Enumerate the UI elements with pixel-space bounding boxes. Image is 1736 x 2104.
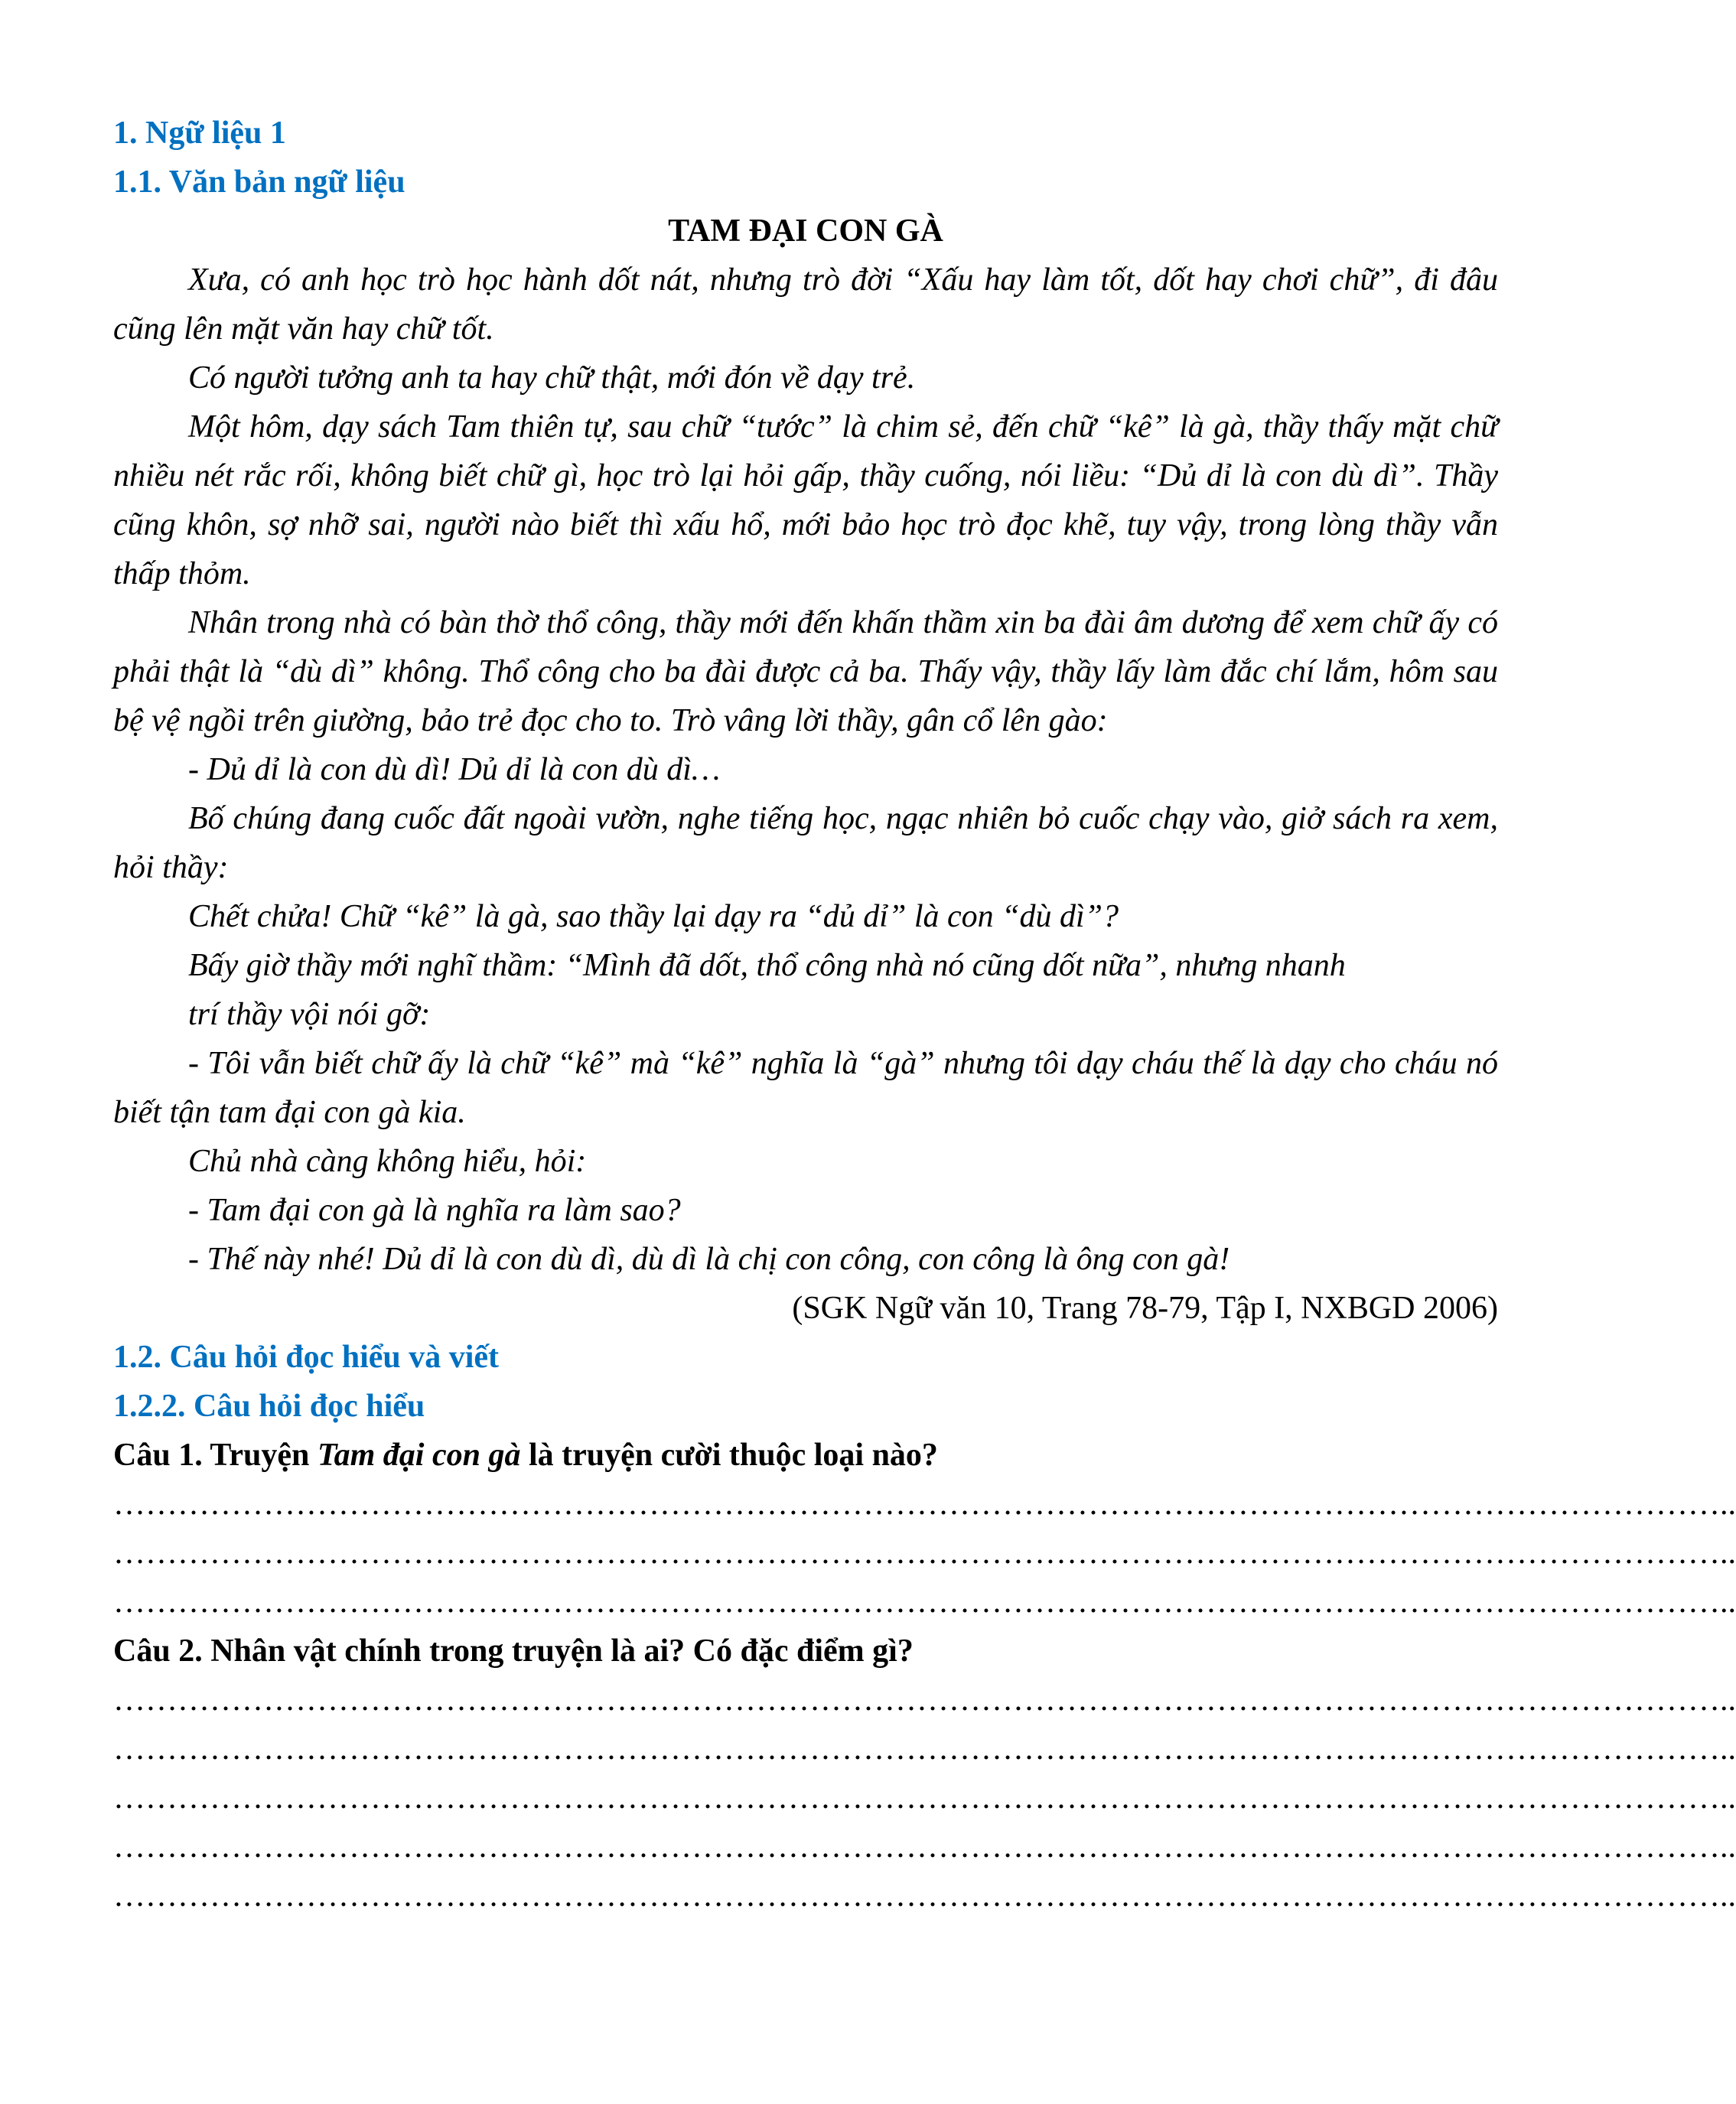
story-paragraph: - Tam đại con gà là nghĩa ra làm sao? [188, 1193, 681, 1228]
story-paragraph: Bấy giờ thầy mới nghĩ thầm: “Mình đã dốt, thổ công nhà nó cũng dốt nữa”, nhưng nhanh trí thầy vội nói gỡ: [188, 948, 1346, 1032]
story-paragraph: Có người tưởng anh ta hay chữ thật, mới đón về dạy trẻ. [188, 360, 916, 396]
question-1-suffix: là truyện cười thuộc loại nào? [520, 1438, 938, 1473]
question-1-title: Tam đại con gà [317, 1438, 521, 1473]
answer-line[interactable]: …………………………………………………………………………………………………………………………………….. [113, 1731, 1736, 1767]
story-paragraph: - Tôi vẫn biết chữ ấy là chữ “kê” mà “kê” nghĩa là “gà” nhưng tôi dạy cháu thế là dạy cho cháu nó biết tận tam đại con gà kia. [113, 1046, 1498, 1130]
heading-cau-hoi-doc-hieu: 1.2.2. Câu hỏi đọc hiểu [113, 1389, 425, 1424]
heading-cau-hoi: 1.2. Câu hỏi đọc hiểu và viết [113, 1340, 500, 1375]
story-paragraph: Chủ nhà càng không hiểu, hỏi: [188, 1144, 587, 1179]
question-2: Câu 2. Nhân vật chính trong truyện là ai? Có đặc điểm gì? [113, 1633, 914, 1669]
answer-line[interactable]: …………………………………………………………………………………………………………………………………….. [113, 1585, 1736, 1620]
heading-van-ban-ngu-lieu: 1.1. Văn bản ngữ liệu [113, 164, 406, 200]
story-paragraph: Nhân trong nhà có bàn thờ thổ công, thầy mới đến khấn thầm xin ba đài âm dương để xem chữ ấy có phải thật là “dù dì” không. Thổ công cho ba đài được cả ba. Thấy vậy, thầy lấy làm đắc chí lắm, hôm sau bệ vệ ngồi trên giường, bảo trẻ đọc cho to. Trò vâng lời thầy, gân cổ lên gào: [113, 605, 1498, 738]
document-page [113, 109, 1736, 1920]
story-paragraph: - Dủ dỉ là con dù dì! Dủ dỉ là con dù dì… [188, 752, 721, 787]
question-1 [113, 1431, 1498, 1480]
answer-line[interactable]: …………………………………………………………………………………………………………………………………….. [113, 1829, 1736, 1865]
story-paragraph: - Thế này nhé! Dủ dỉ là con dù dì, dù dì là chị con công, con công là ông con gà! [188, 1242, 1230, 1277]
answer-line[interactable]: …………………………………………………………………………………………………………………………………….. [113, 1780, 1736, 1816]
source-citation: (SGK Ngữ văn 10, Trang 78-79, Tập I, NXBGD 2006) [792, 1291, 1498, 1326]
story-paragraph: Xưa, có anh học trò học hành dốt nát, nhưng trò đời “Xấu hay làm tốt, dốt hay chơi chữ”, đi đâu cũng lên mặt văn hay chữ tốt. [113, 262, 1498, 347]
question-1-prefix: Câu 1. Truyện [113, 1438, 318, 1473]
answer-line[interactable]: …………………………………………………………………………………………………………………………………….. [113, 1487, 1736, 1522]
story-paragraph: Một hôm, dạy sách Tam thiên tự, sau chữ “tước” là chim sẻ, đến chữ “kê” là gà, thầy thấy mặt chữ nhiều nét rắc rối, không biết chữ gì, học trò lại hỏi gấp, thầy cuống, nói liều: “Dủ dỉ là con dù dì”. Thầy cũng khôn, sợ nhỡ sai, người nào biết thì xấu hổ, mới bảo học trò đọc khẽ, tuy vậy, trong lòng thầy vẫn thấp thỏm. [113, 409, 1498, 591]
story-title: TAM ĐẠI CON GÀ [668, 213, 943, 249]
heading-ngu-lieu-1: 1. Ngữ liệu 1 [113, 116, 286, 151]
answer-line[interactable]: …………………………………………………………………………………………………………………………………….. [113, 1536, 1736, 1571]
answer-line[interactable]: …………………………………………………………………………………………………………………………………….. [113, 1878, 1736, 1913]
answer-line[interactable]: …………………………………………………………………………………………………………………………………….. [113, 1682, 1736, 1718]
story-paragraph: Chết chửa! Chữ “kê” là gà, sao thầy lại dạy ra “dủ dỉ” là con “dù dì”? [188, 899, 1119, 934]
story-paragraph: Bố chúng đang cuốc đất ngoài vườn, nghe tiếng học, ngạc nhiên bỏ cuốc chạy vào, giở sách ra xem, hỏi thầy: [113, 801, 1498, 885]
